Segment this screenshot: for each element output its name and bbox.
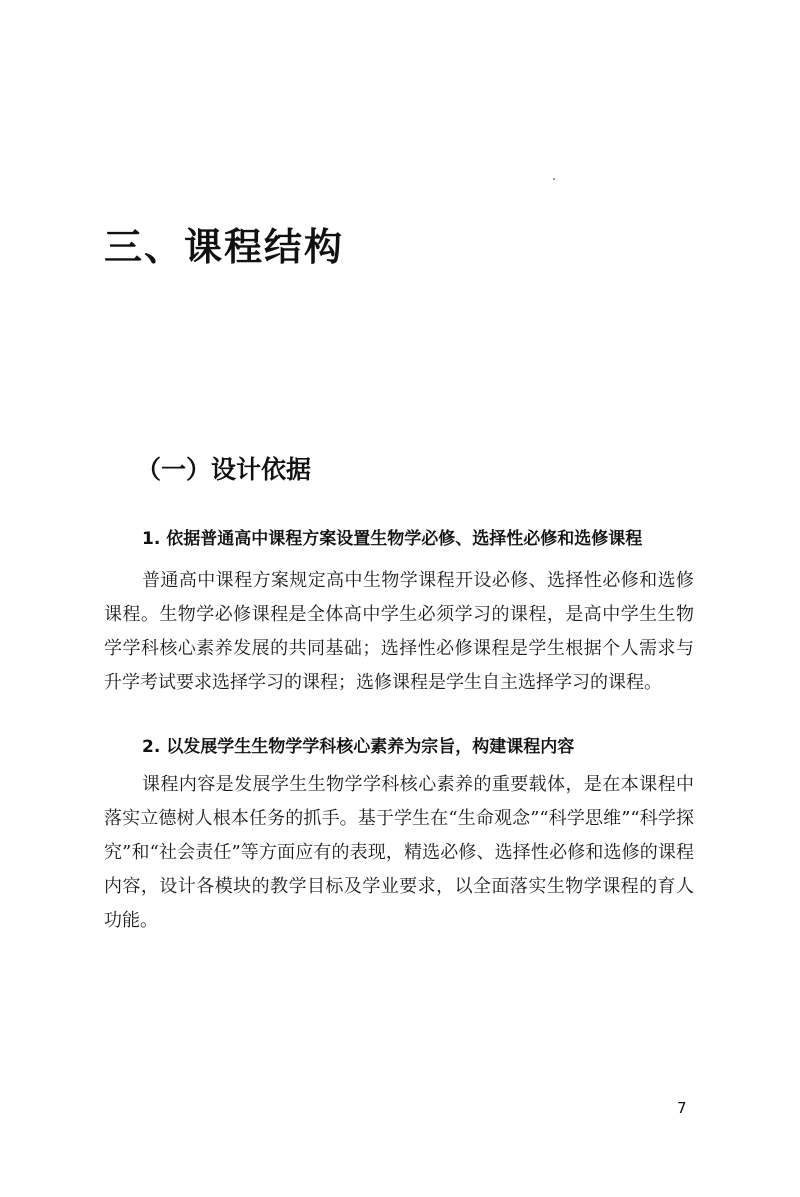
- subsection-body-1: 普通高中课程方案规定高中生物学课程开设必修、选择性必修和选修课程。生物学必修课程是全体高中学生必须学习的课程，是高中学生生物学学科核心素养发展的共同基础；选择性必修课程是学生根据个人需求与升学考试要求选择学习的课程；选修课程是学生自主选择学习的课程。: [104, 570, 694, 693]
- page-number: 7: [677, 1099, 687, 1117]
- scan-speck: [553, 178, 555, 180]
- subsection-body-2: 课程内容是发展学生生物学学科核心素养的重要载体，是在本课程中落实立德树人根本任务的抓手。基于学生在“生命观念”“科学思维”“科学探究”和“社会责任”等方面应有的表现，精选必修、选择性必修和选修的课程内容，设计各模块的教学目标及学业要求，以全面落实生物学课程的育人功能。: [104, 774, 694, 931]
- section-title: （一）设计依据: [136, 455, 312, 484]
- subsection-heading-1: 1. 依据普通高中课程方案设置生物学必修、选择性必修和选修课程: [142, 529, 643, 549]
- chapter-title: 三、课程结构: [104, 224, 345, 269]
- subsection-heading-2: 2. 以发展学生生物学学科核心素养为宗旨，构建课程内容: [142, 737, 575, 757]
- section-content: [104, 522, 694, 938]
